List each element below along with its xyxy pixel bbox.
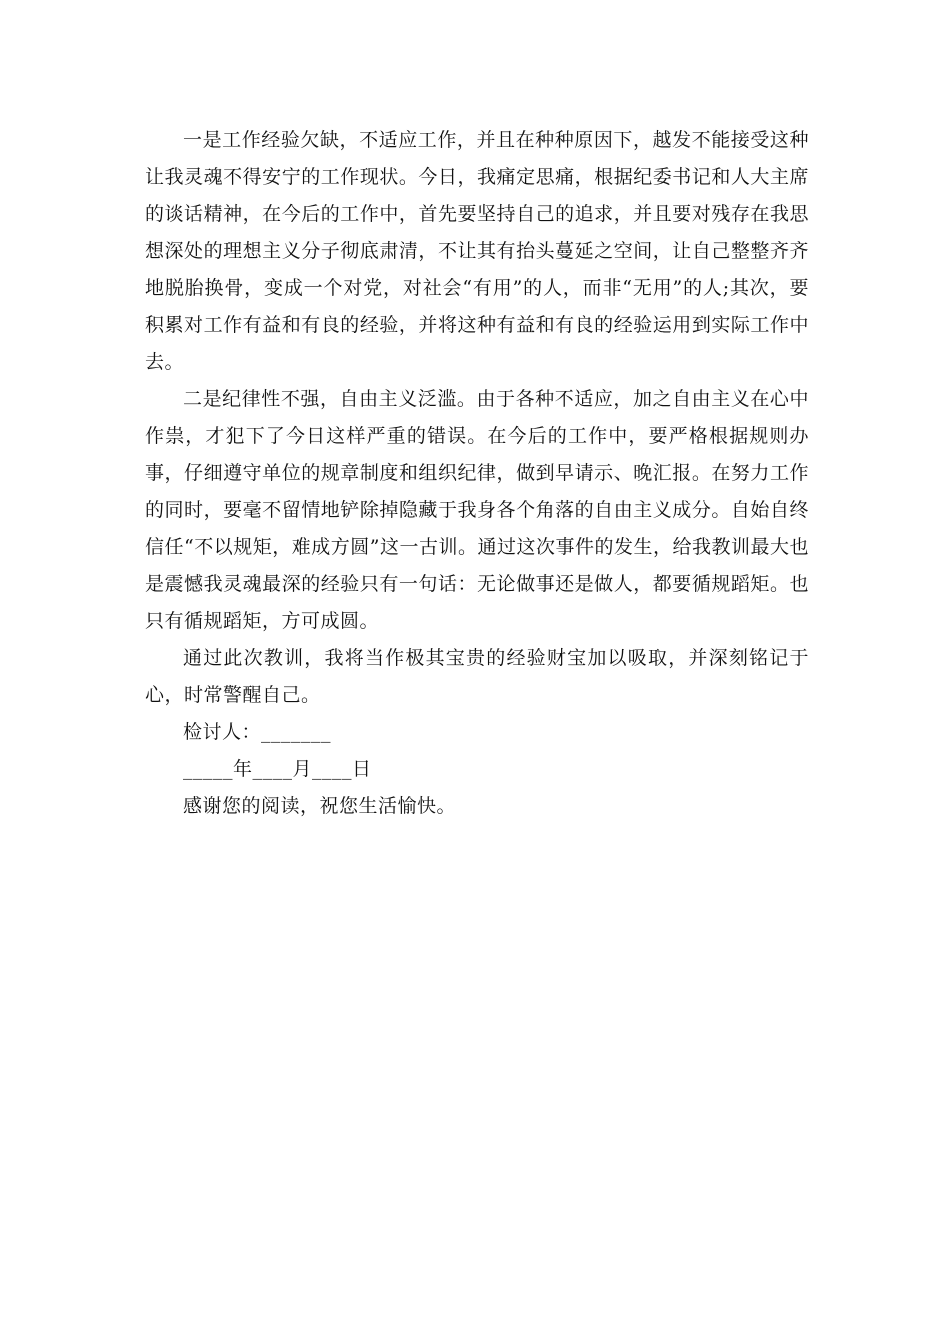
- closing-text: 感谢您的阅读，祝您生活愉快。: [183, 795, 457, 817]
- date-line: _____年____月____日: [183, 758, 372, 780]
- paragraph-discipline: 二是纪律性不强，自由主义泛滥。由于各种不适应，加之自由主义在心中作祟，才犯下了今日这样严重的错误。在今后的工作中，要严格根据规则办事，仔细遵守单位的规章制度和组织纪律，做到早请示、晚汇报。在努力工作的同时，要毫不留情地铲除掉隐藏于我身各个角落的自由主义成分。自始自终信任“不以规矩，难成方圆”这一古训。通过这次事件的发生，给我教训最大也是震憾我灵魂最深的经验只有一句话：无论做事还是做人，都要循规蹈矩。也只有循规蹈矩，方可成圆。: [145, 388, 809, 632]
- signer-line: 检讨人：_______: [183, 721, 332, 743]
- paragraph-lesson: 通过此次教训，我将当作极其宝贵的经验财宝加以吸取，并深刻铭记于心，时常警醒自己。: [145, 647, 809, 706]
- paragraph-work-experience: 一是工作经验欠缺，不适应工作，并且在种种原因下，越发不能接受这种让我灵魂不得安宁的工作现状。今日，我痛定思痛，根据纪委书记和人大主席的谈话精神，在今后的工作中，首先要坚持自己的追求，并且要对残存在我思想深处的理想主义分子彻底肃清，不让其有抬头蔓延之空间，让自己整整齐齐地脱胎换骨，变成一个对党，对社会“有用”的人，而非“无用”的人;其次，要积累对工作有益和有良的经验，并将这种有益和有良的经验运用到实际工作中去。: [145, 129, 809, 373]
- document-body: [145, 122, 809, 825]
